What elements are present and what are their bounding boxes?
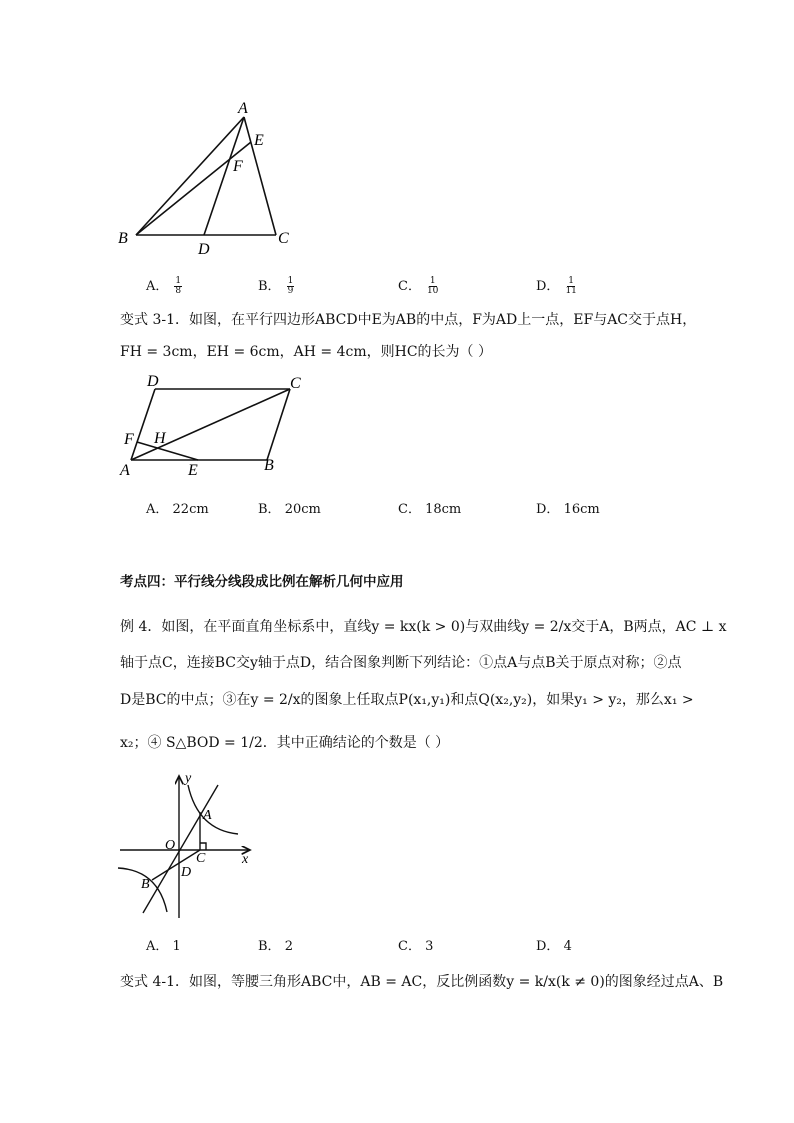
option-1c[interactable]: C． $\frac{1}{10}$ xyxy=(398,276,439,296)
variant31-line1: 变式 3-1．如图，在平行四边形ABCD中E为AB的中点，F为AD上一点，EF与AC交于点H， xyxy=(120,312,697,328)
label-f: F xyxy=(124,431,134,448)
label-c: C xyxy=(278,230,289,247)
segment-ac xyxy=(131,389,290,460)
segment-be xyxy=(136,142,251,235)
segment-ab xyxy=(136,117,244,235)
option-2c[interactable]: C． 18cm xyxy=(398,502,462,517)
example4-line4: x₂；④ S△BOD = 1/2．其中正确结论的个数是（ ） xyxy=(120,735,450,751)
segment-fe xyxy=(137,442,198,460)
figure-parallelogram-abcd xyxy=(110,370,320,480)
label-e: E xyxy=(254,132,264,149)
option-3a[interactable]: A． 1 xyxy=(146,939,181,954)
option-1d[interactable]: D． $\frac{1}{11}$ xyxy=(536,276,577,296)
label-e: E xyxy=(188,462,198,479)
variant31-line2: FH = 3cm，EH = 6cm，AH = 4cm，则HC的长为（ ） xyxy=(120,344,493,360)
label-c: C xyxy=(196,851,206,866)
variant41-line1: 变式 4-1．如图，等腰三角形ABC中，AB = AC，反比例函数y = k/x(k ≠ 0)的图象经过点A、B xyxy=(120,974,724,990)
label-d: D xyxy=(147,373,159,390)
segment-cb xyxy=(267,389,290,460)
label-d: D xyxy=(198,241,210,258)
option-3c[interactable]: C． 3 xyxy=(398,939,434,954)
label-d: D xyxy=(181,865,192,880)
figure-coordinate-hyperbola xyxy=(110,770,270,925)
option-3b[interactable]: B． 2 xyxy=(258,939,293,954)
label-b: B xyxy=(141,877,150,892)
segment-bc xyxy=(152,850,200,880)
label-a: A xyxy=(120,462,130,479)
label-a: A xyxy=(238,100,248,117)
label-x: x xyxy=(242,852,249,867)
option-2d[interactable]: D． 16cm xyxy=(536,502,600,517)
example4-line1: 例 4．如图，在平面直角坐标系中，直线y = kx(k > 0)与双曲线y = 2/x交于A，B两点，AC ⊥ x xyxy=(120,619,727,635)
label-a: A xyxy=(203,808,212,823)
label-c: C xyxy=(290,375,301,392)
right-angle-mark xyxy=(200,843,206,850)
option-1a[interactable]: A． $\frac{1}{8}$ xyxy=(146,276,182,296)
label-y: y xyxy=(185,771,192,786)
label-b: B xyxy=(264,457,274,474)
label-f: F xyxy=(233,158,243,175)
label-h: H xyxy=(154,430,166,447)
example4-line3: D是BC的中点；③在y = 2/x的图象上任取点P(x₁,y₁)和点Q(x₂,y₂)，如果y₁ > y₂，那么x₁ > xyxy=(120,692,694,708)
option-2a[interactable]: A． 22cm xyxy=(146,502,209,517)
figure-triangle-abc xyxy=(110,95,310,260)
example4-line2: 轴于点C，连接BC交y轴于点D，结合图象判断下列结论：①点A与点B关于原点对称；②点 xyxy=(120,655,682,671)
label-b: B xyxy=(118,230,128,247)
option-3d[interactable]: D． 4 xyxy=(536,939,572,954)
label-o: O xyxy=(165,838,176,853)
segment-ad xyxy=(131,389,155,460)
option-1b[interactable]: B． $\frac{1}{9}$ xyxy=(258,276,294,296)
option-2b[interactable]: B． 20cm xyxy=(258,502,321,517)
line-y-kx xyxy=(143,785,218,913)
section4-heading: 考点四：平行线分线段成比例在解析几何中应用 xyxy=(120,574,404,590)
